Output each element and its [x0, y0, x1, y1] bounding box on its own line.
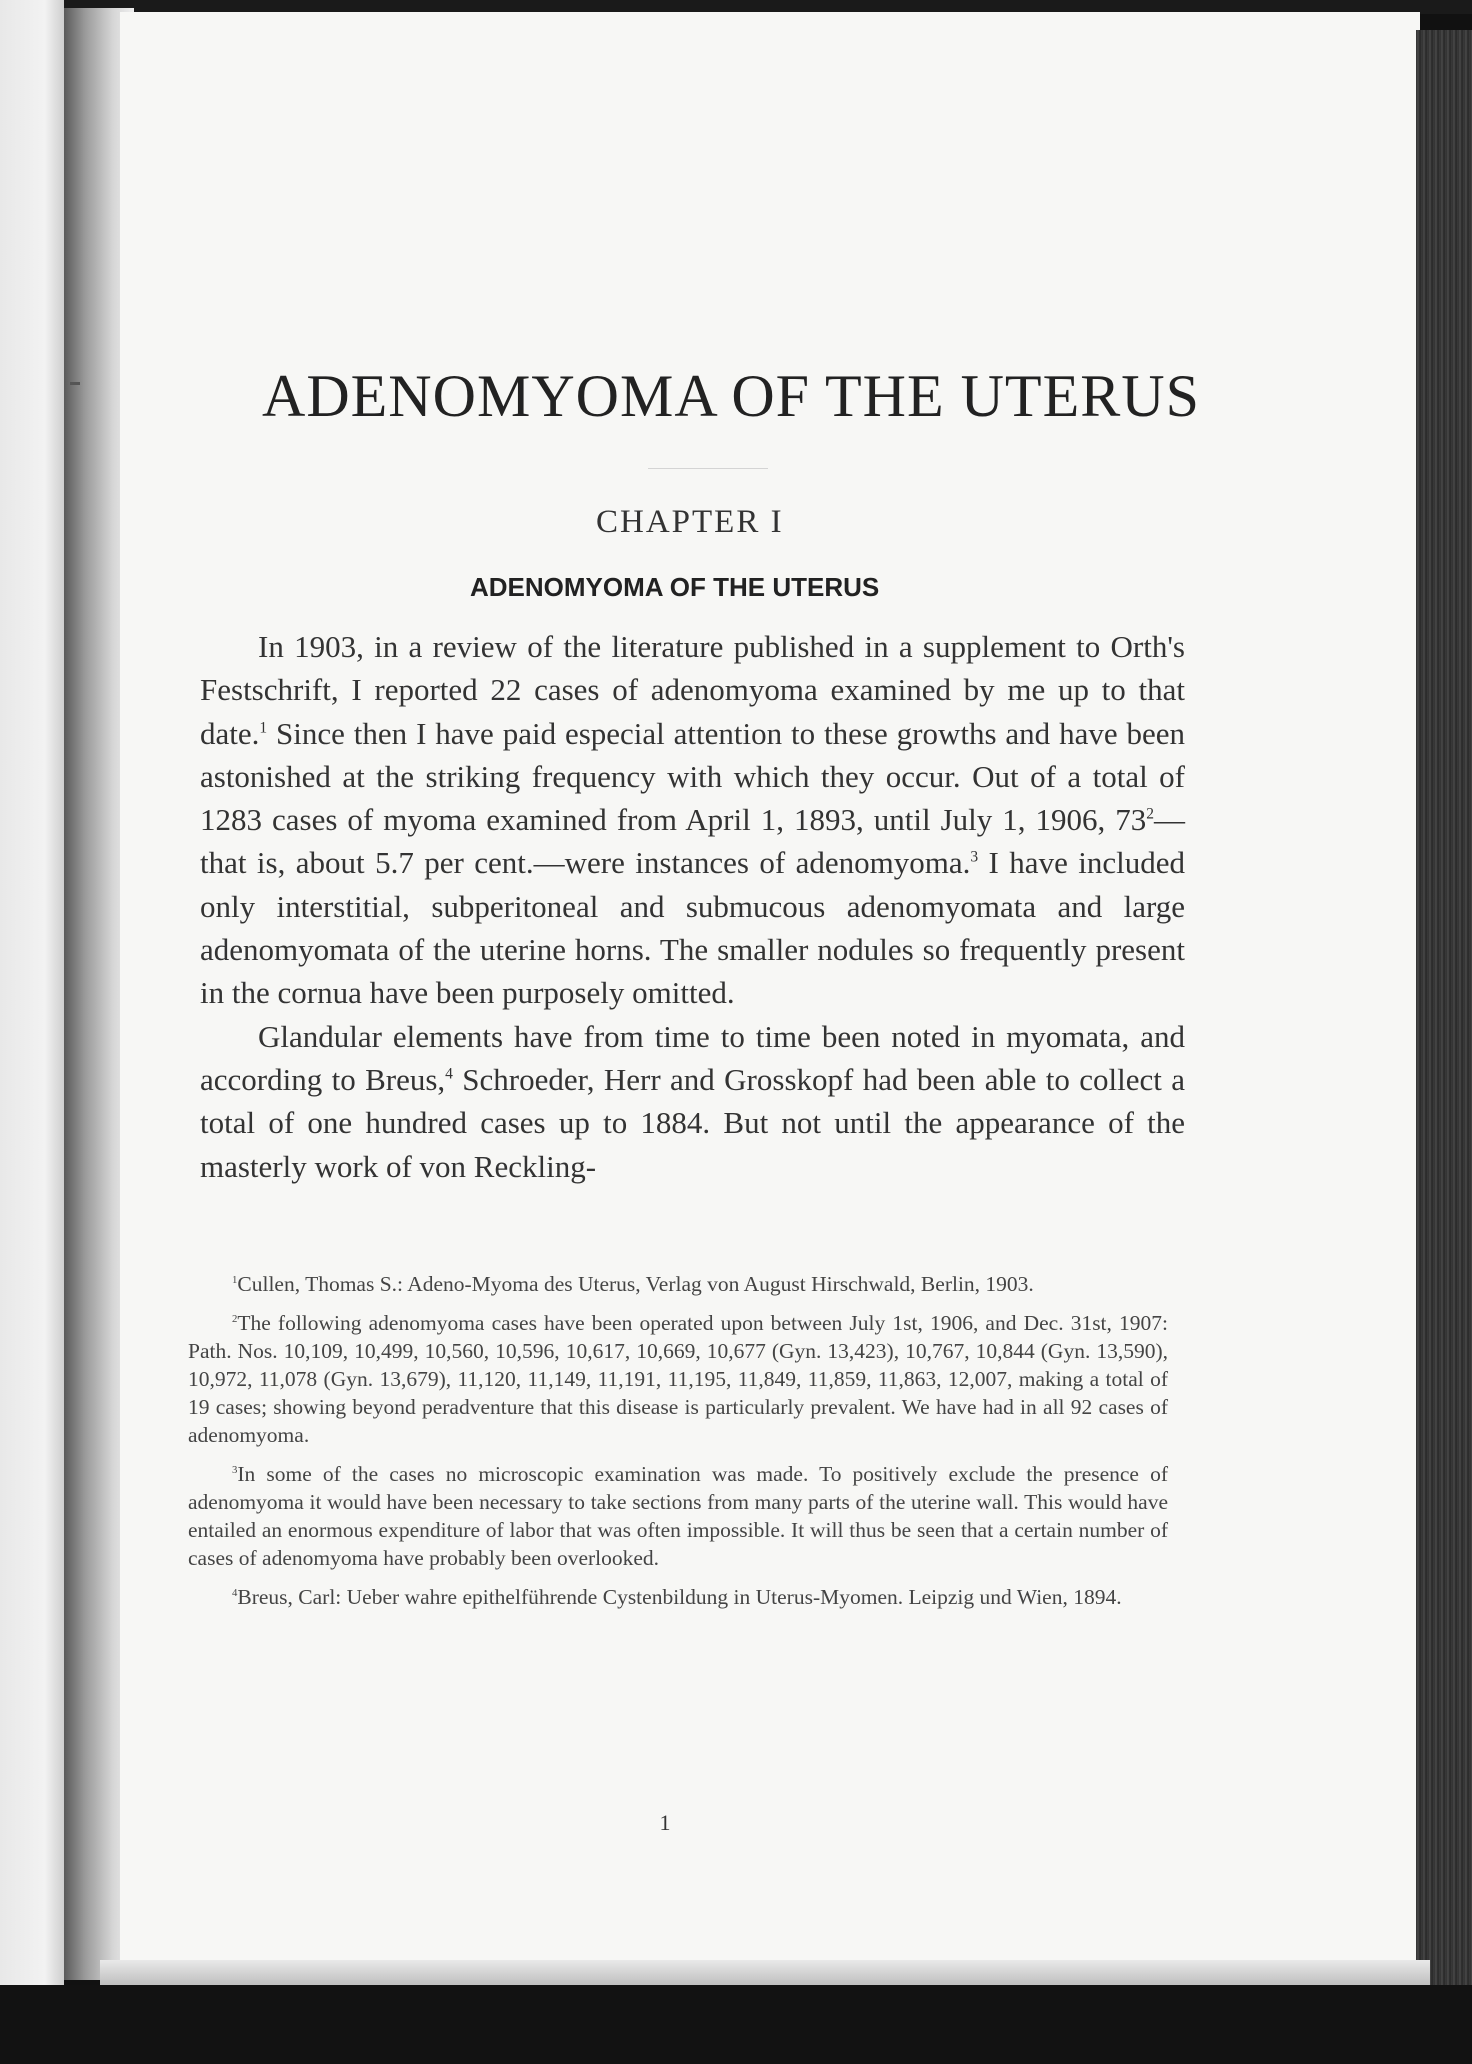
body-paragraph: [200, 625, 1185, 1015]
footnote-reference: 2: [1146, 805, 1154, 823]
footnote-text: Breus, Carl: Ueber wahre epithelführende Cystenbildung in Uterus-Myomen. Leipzig und Wien, 1894.: [237, 1585, 1122, 1609]
margin-mark: [70, 382, 80, 385]
footnote-text: In some of the cases no microscopic examination was made. To positively exclude the presence of adenomyoma it would have been necessary to take sections from many parts of the uterine wall. This would have entailed an enormous expenditure of labor that was often impossible. It will thus be seen that a certain number of cases of adenomyoma have probably been overlooked.: [188, 1462, 1168, 1570]
body-text-run: Since then I have paid especial attention to these growths and have been astonished at the striking frequency with which they occur. Out of a total of 1283 cases of myoma examined from April 1, 1893, until July 1, 1906, 73: [200, 715, 1185, 838]
footnote-reference: 1: [259, 719, 268, 737]
body-text-run: I have included only interstitial, subperitoneal and submucous adenomyomata and large adenomyomata of the uterine horns. The smaller nodules so frequently present in the cornua have been purposely omitted.: [200, 845, 1185, 1011]
book-title: ADENOMYOMA OF THE UTERUS: [262, 363, 1200, 429]
title-divider: [648, 468, 768, 469]
footnotes: [188, 1270, 1168, 1622]
footnote-mark: 3: [232, 1463, 238, 1476]
body-text: [200, 625, 1185, 1188]
body-text-run: —that is, about 5.7 per cent.—were instances of adenomyoma.: [200, 802, 1185, 881]
page-stack-edge: [1416, 30, 1472, 1990]
footnote-mark: 4: [232, 1586, 238, 1599]
footnote-reference: 4: [445, 1065, 453, 1083]
footnote: [188, 1270, 1168, 1298]
footnote-mark: 1: [232, 1273, 238, 1286]
footnote: [188, 1460, 1168, 1572]
footnote-text: Cullen, Thomas S.: Adeno-Myoma des Uterus, Verlag von August Hirschwald, Berlin, 1903.: [237, 1272, 1034, 1296]
chapter-label: CHAPTER I: [596, 504, 784, 540]
footnote: [188, 1309, 1168, 1449]
page-bottom-strip: [100, 1960, 1430, 1986]
body-text-run: Glandular elements have from time to time been noted in myomata, and according to Breus,: [200, 1018, 1185, 1097]
body-text-run: Schroeder, Herr and Grosskopf had been able to collect a total of one hundred cases up to 1884. But not until the appearance of the masterly work of von Reckling-: [200, 1061, 1185, 1184]
scan-bottom-edge: [0, 1985, 1472, 2064]
page-number: 1: [659, 1810, 671, 1835]
footnote: [188, 1583, 1168, 1611]
chapter-title: ADENOMYOMA OF THE UTERUS: [470, 572, 880, 602]
footnote-reference: 3: [970, 849, 979, 867]
footnote-text: The following adenomyoma cases have been operated upon between July 1st, 1906, and Dec. 31st, 1907: Path. Nos. 10,109, 10,499, 10,560, 10,596, 10,617, 10,669, 10,677 (Gyn. 13,423), 10,767, 10,844 (Gyn. 13,590), 10,972, 11,078 (Gyn. 13,679), 11,120, 11,149, 11,191, 11,195, 11,849, 11,859, 11,863, 12,007, making a total of 19 cases; showing beyond peradventure that this disease is particularly prevalent. We have had in all 92 cases of adenomyoma.: [188, 1311, 1168, 1447]
facing-page-edge: [0, 0, 64, 1990]
body-text-run: In 1903, in a review of the literature published in a supplement to Orth's Festschrift, I reported 22 cases of adenomyoma examined by me up to that date.: [200, 629, 1185, 751]
body-paragraph: [200, 1015, 1185, 1188]
footnote-mark: 2: [232, 1312, 238, 1325]
